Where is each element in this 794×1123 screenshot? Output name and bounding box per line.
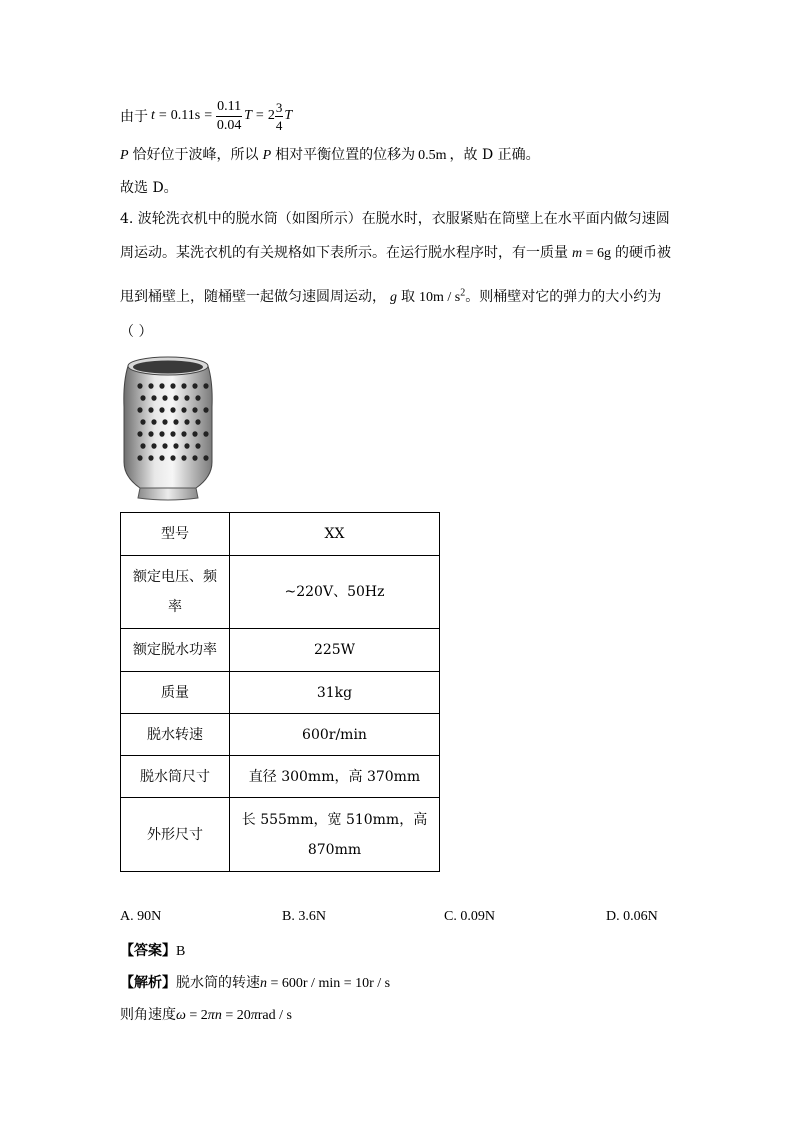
fraction: [216, 100, 242, 133]
table-value-cell: ~220V、50Hz: [230, 556, 440, 629]
omega-expression-1: = 2: [185, 1008, 208, 1023]
displacement-value: 0.5m: [418, 148, 447, 163]
drum-hole: [203, 431, 208, 437]
drum-hole: [181, 383, 186, 389]
table-row: [121, 756, 440, 798]
drum-hole: [162, 395, 167, 401]
table-value-cell: 31kg: [230, 672, 440, 714]
drum-hole: [181, 407, 186, 413]
drum-hole: [184, 419, 189, 425]
drum-hole: [137, 383, 142, 389]
mixed-numerator: 3: [275, 99, 283, 115]
answer-blank: （ ）: [120, 324, 153, 340]
drum-hole: [159, 455, 164, 461]
table-value-cell: 直径 300mm，高 370mm: [230, 756, 440, 798]
question-text: 周运动。某洗衣机的有关规格如下表所示。在运行脱水程序时，有一质量: [120, 245, 568, 261]
solution-line-2: [120, 144, 540, 164]
exponent: 2: [460, 287, 466, 299]
answer-tag: 【答案】: [120, 943, 176, 959]
fraction-denominator: 0.04: [216, 117, 242, 133]
drum-hole: [192, 407, 197, 413]
t-value: 0.11s: [170, 108, 201, 123]
table-label-cell: 质量: [121, 672, 230, 714]
drum-hole: [137, 407, 142, 413]
table-row: [121, 714, 440, 756]
drum-hole: [192, 383, 197, 389]
question-text-5: 。则桶壁对它的弹力的大小约为: [465, 289, 662, 305]
table-label-cell: 额定电压、频率: [121, 556, 230, 629]
table-label-cell: 额定脱水功率: [121, 629, 230, 672]
table-value-cell: 600r/min: [230, 714, 440, 756]
period-symbol-2: T: [284, 108, 293, 123]
spin-drum-illustration: [118, 352, 218, 502]
question-line-1: 4. 波轮洗衣机中的脱水筒（如图所示）在脱水时，衣服紧贴在筒壁上在水平面内做匀速圆: [120, 211, 670, 227]
drum-hole: [170, 455, 175, 461]
p-symbol-2: P: [262, 148, 272, 163]
question-line-2: [120, 242, 671, 262]
mixed-fraction: [275, 101, 284, 132]
drum-hole: [151, 419, 156, 425]
drum-hole: [137, 455, 142, 461]
omega-text: 则角速度: [120, 1007, 176, 1023]
table-row: [121, 672, 440, 714]
drum-hole: [195, 419, 200, 425]
drum-hole: [170, 407, 175, 413]
table-row: [121, 798, 440, 872]
table-value-cell: XX: [230, 513, 440, 556]
gravity-value: 10m / s: [419, 290, 461, 305]
t-variable: t: [151, 108, 155, 123]
equals-sign: =: [158, 108, 167, 123]
mixed-denominator: 4: [275, 117, 283, 133]
drum-hole: [170, 431, 175, 437]
drum-hole: [181, 455, 186, 461]
table-value-cell: 225W: [230, 629, 440, 672]
answer-value: B: [176, 944, 186, 959]
table-label-cell: 脱水转速: [121, 714, 230, 756]
drum-hole: [148, 407, 153, 413]
n-symbol: n: [260, 976, 267, 991]
table-row: [121, 513, 440, 556]
equals-sign-3: =: [255, 108, 264, 123]
drum-hole: [192, 455, 197, 461]
drum-hole: [195, 395, 200, 401]
question-text-4: 取: [401, 289, 415, 305]
solution-line-3: 故选 D。: [120, 180, 178, 196]
drum-hole: [148, 383, 153, 389]
drum-hole: [184, 395, 189, 401]
option-d[interactable]: D. 0.06N: [606, 909, 658, 924]
n-symbol-2: n: [214, 1008, 222, 1023]
drum-hole: [159, 383, 164, 389]
p-symbol: P: [120, 148, 129, 163]
analysis-tag: 【解析】: [120, 975, 176, 991]
drum-hole: [159, 431, 164, 437]
analysis-text: 脱水筒的转速: [176, 975, 260, 991]
fraction-numerator: 0.11: [216, 100, 242, 117]
drum-hole: [140, 443, 145, 449]
text-segment-3: ，故 D 正确。: [449, 147, 540, 163]
drum-hole: [140, 419, 145, 425]
drum-hole: [162, 443, 167, 449]
omega-symbol: ω: [176, 1008, 186, 1023]
period-symbol: T: [244, 108, 252, 123]
table-row: [121, 629, 440, 672]
omega-line: [120, 1004, 292, 1024]
drum-hole: [140, 395, 145, 401]
drum-hole: [181, 431, 186, 437]
equals-sign-2: =: [204, 108, 213, 123]
omega-expression-2: = 20: [221, 1008, 251, 1023]
gravity-symbol: g: [390, 290, 397, 305]
drum-hole: [151, 443, 156, 449]
table-label-cell: 外形尺寸: [121, 798, 230, 872]
drum-hole: [162, 419, 167, 425]
mass-value: = 6g: [582, 246, 612, 261]
option-a[interactable]: A. 90N: [120, 909, 162, 924]
answer-line: [120, 940, 185, 960]
mixed-whole: 2: [267, 108, 275, 123]
spec-table: [120, 512, 440, 872]
question-text-3: 甩到桶壁上，随桶壁一起做匀速圆周运动，: [120, 289, 386, 305]
table-label-cell: 脱水筒尺寸: [121, 756, 230, 798]
drum-hole: [203, 407, 208, 413]
analysis-line: [120, 972, 390, 992]
drum-hole: [195, 443, 200, 449]
text-segment: 恰好位于波峰，所以: [132, 147, 259, 163]
drum-hole: [170, 383, 175, 389]
drum-hole: [151, 395, 156, 401]
drum-hole: [148, 455, 153, 461]
pi-symbol-2: π: [250, 1008, 258, 1023]
drum-hole: [173, 443, 178, 449]
drum-hole: [203, 455, 208, 461]
table-row: [121, 556, 440, 629]
pi-symbol: π: [207, 1008, 215, 1023]
drum-hole: [137, 431, 142, 437]
drum-hole: [184, 443, 189, 449]
analysis-expression: = 600r / min = 10r / s: [267, 976, 391, 991]
drum-hole: [148, 431, 153, 437]
drum-hole: [173, 395, 178, 401]
drum-hole: [192, 431, 197, 437]
drum-hole: [203, 383, 208, 389]
solution-line-1: [120, 98, 292, 134]
table-label-cell: 型号: [121, 513, 230, 556]
option-c[interactable]: C. 0.09N: [444, 909, 495, 924]
option-b[interactable]: B. 3.6N: [282, 909, 326, 924]
text-segment-2: 相对平衡位置的位移为: [275, 147, 416, 163]
lead-text: 由于: [120, 109, 148, 125]
mass-symbol: m: [572, 246, 583, 261]
table-value-cell: 长 555mm，宽 510mm，高 870mm: [230, 798, 440, 872]
drum-hole: [159, 407, 164, 413]
question-text-2: 的硬币被: [615, 245, 672, 261]
drum-hole: [173, 419, 178, 425]
omega-unit: rad / s: [257, 1008, 292, 1023]
question-line-3: [120, 286, 661, 306]
